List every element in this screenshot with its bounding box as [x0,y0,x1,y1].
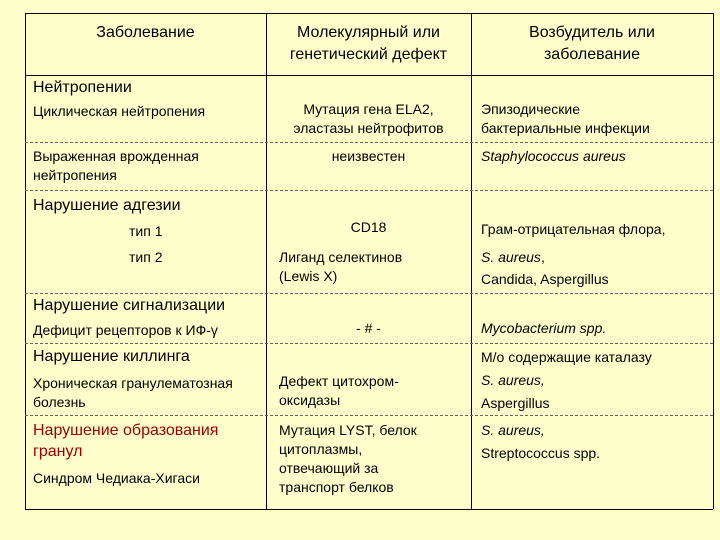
table-right-border [713,13,714,509]
cyclic-neutropenia-disease: Циклическая нейтропения [33,103,206,119]
adhesion-type1-disease: тип 1 [129,223,163,239]
chs-defect-line2: цитоплазмы, [279,441,363,457]
cyclic-neutropenia-pathogen-line2: бактериальные инфекции [481,120,650,136]
header-bottom-border [25,75,713,76]
cyclic-neutropenia-pathogen-line1: Эпизодические [481,101,581,117]
cgd-pathogen-line1: М/о содержащие каталазу [481,349,652,365]
cgd-defect-line1: Дефект цитохром- [279,373,399,389]
section-title-signaling: Нарушение сигнализации [33,297,226,314]
row-separator [25,142,713,143]
row-separator [25,190,713,191]
row-separator [25,343,713,344]
adhesion-type2-defect-line1: Лиганд селектинов [279,249,403,265]
table-top-border [25,13,713,14]
row-separator [25,415,713,416]
cgd-defect-line2: оксидазы [279,392,341,408]
cyclic-neutropenia-defect-line2: эластазы нейтрофитов [293,120,444,136]
chs-pathogen-line2: Streptococcus spp. [481,445,601,461]
pathogen-species: S. aureus [481,249,541,265]
section-title-granules-line1: Нарушение образования [33,422,219,439]
header-pathogen-line1: Возбудитель или [529,24,655,41]
cgd-pathogen-line3: Aspergillus [481,395,550,411]
adhesion-type2-pathogen-line2: Candida, Aspergillus [481,271,609,287]
section-title-killing: Нарушение киллинга [33,348,190,365]
header-defect-line1: Молекулярный или [297,24,440,41]
column-divider-1 [266,13,267,509]
column-divider-2 [471,13,472,509]
adhesion-type2-defect-line2: (Lewis X) [279,268,338,284]
adhesion-type2-pathogen-line1 [481,248,545,267]
congenital-neutropenia-disease-line1: Выраженная врожденная [33,148,199,164]
header-disease: Заболевание [96,24,195,41]
chs-pathogen-line1: S. aureus, [481,422,545,438]
table-bottom-border [25,509,713,510]
header-pathogen-line2: заболевание [543,46,641,63]
signaling-deficit-defect: - # - [356,320,381,336]
section-title-granules-line2: гранул [33,443,83,460]
adhesion-type2-disease: тип 2 [129,249,163,265]
signaling-deficit-pathogen: Mycobacterium spp. [481,320,607,336]
signaling-deficit-disease: Дефицит рецепторов к ИФ-γ [33,322,218,338]
congenital-neutropenia-defect: неизвестен [331,148,406,164]
adhesion-type1-pathogen: Грам-отрицательная флора, [481,221,666,237]
adhesion-type1-defect: CD18 [350,219,387,235]
cyclic-neutropenia-defect-line1: Мутация гена ELA2, [303,101,434,117]
chs-defect-line1: Мутация LYST, белок [279,422,417,438]
pathogen-separator: , [540,249,545,265]
cgd-disease-line2: болезнь [33,394,86,410]
section-title-neutropenia: Нейтропении [33,79,132,96]
row-separator [25,293,713,294]
header-defect-line2: генетический дефект [289,46,448,63]
congenital-neutropenia-pathogen: Staphylococcus aureus [481,148,626,164]
chs-defect-line3: отвечающий за [279,460,379,476]
congenital-neutropenia-disease-line2: нейтропения [33,167,117,183]
chs-defect-line4: транспорт белков [279,479,394,495]
cgd-disease-line1: Хроническая гранулематозная [33,375,233,391]
cgd-pathogen-line2: S. aureus, [481,372,545,388]
chs-disease: Синдром Чедиака-Хигаси [33,470,200,486]
table-left-border [25,13,26,509]
section-title-adhesion: Нарушение адгезии [33,197,181,214]
